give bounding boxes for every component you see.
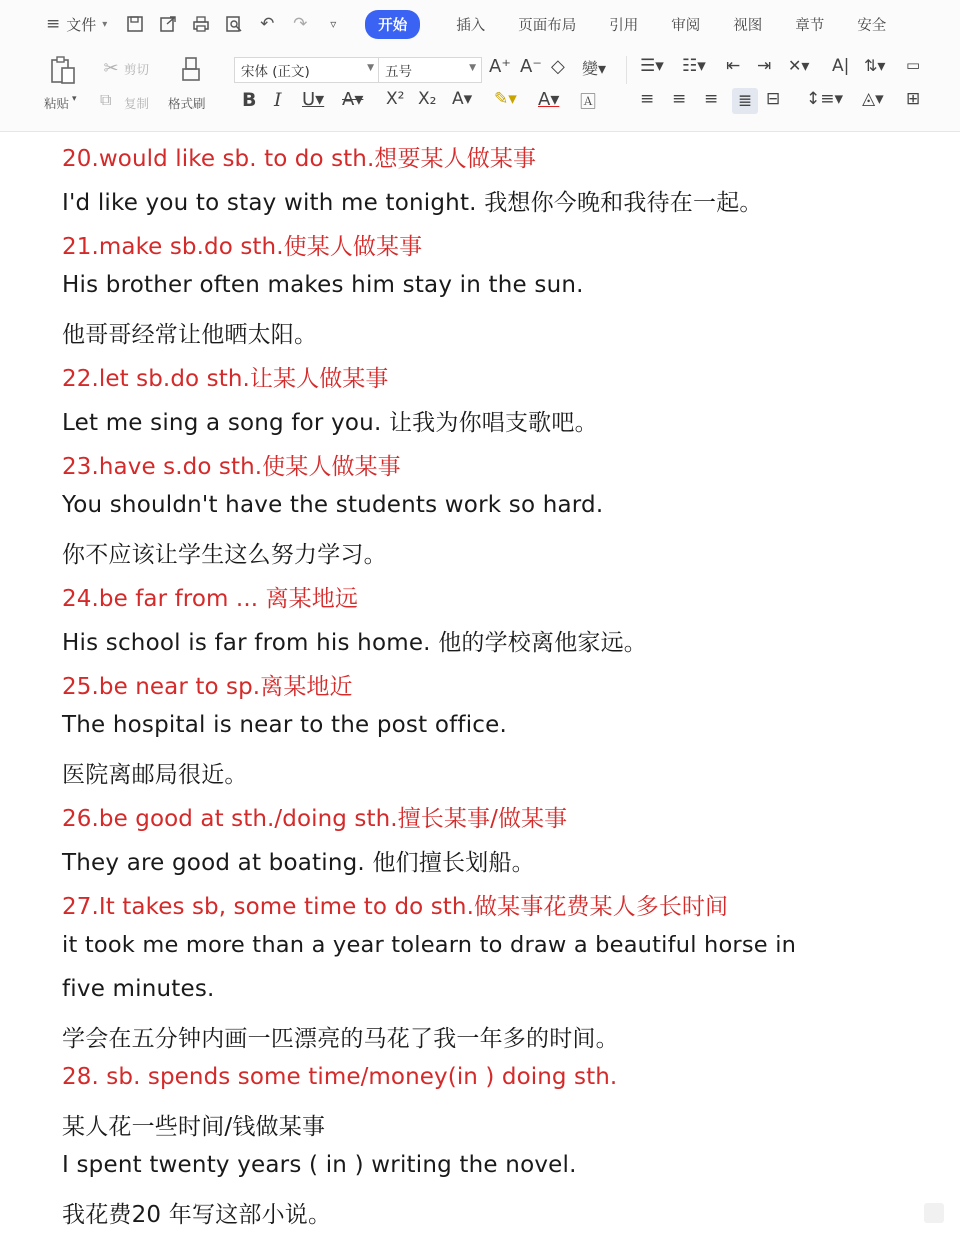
file-menu-label: 文件 — [66, 15, 97, 34]
print-icon[interactable] — [191, 14, 211, 34]
text-line: I'd like you to stay with me tonight. 我想你今晚和我待在一起。 — [62, 190, 763, 216]
shading-icon[interactable]: ◬▾ — [862, 89, 884, 109]
justify-icon[interactable]: ≣ — [732, 88, 758, 114]
text-line: 你不应该让学生这么努力学习。 — [62, 542, 387, 568]
customize-chevron-icon[interactable]: ▿ — [330, 17, 337, 31]
text-line: five minutes. — [62, 976, 215, 1002]
phonetic-guide-icon[interactable]: 變▾ — [582, 59, 607, 78]
numbered-list-icon[interactable]: ☷▾ — [682, 56, 706, 76]
export-icon[interactable] — [158, 14, 178, 34]
align-right-icon[interactable]: ≡ — [704, 89, 719, 109]
font-color-icon[interactable]: A▾ — [538, 89, 560, 110]
heading-line: 24.be far from ... 离某地远 — [62, 586, 358, 612]
font-name-select[interactable] — [234, 57, 380, 83]
chevron-down-icon[interactable]: ▾ — [72, 94, 77, 104]
chevron-down-icon: ▼ — [469, 63, 476, 73]
superscript-icon[interactable]: X² — [386, 89, 405, 109]
format-painter-icon[interactable] — [178, 54, 204, 86]
bold-icon[interactable]: B — [242, 89, 257, 111]
strikethrough-icon[interactable]: A▾ — [342, 89, 364, 110]
tab-insert[interactable]: 插入 — [456, 17, 486, 34]
chevron-down-icon: ▾ — [102, 18, 108, 30]
heading-line: 22.let sb.do sth.让某人做某事 — [62, 366, 389, 392]
show-marks-icon[interactable]: A| — [832, 56, 850, 76]
align-center-icon[interactable]: ≡ — [672, 89, 687, 109]
font-name-value: 宋体 (正文) — [241, 64, 310, 80]
text-line: They are good at boating. 他们擅长划船。 — [62, 850, 535, 876]
heading-line: 26.be good at sth./doing sth.擅长某事/做某事 — [62, 806, 568, 832]
subscript-icon[interactable]: X₂ — [418, 89, 437, 109]
toolbar-row-2 — [0, 88, 960, 118]
redo-icon[interactable]: ↷ — [293, 14, 308, 34]
increase-indent-icon[interactable]: ⇥ — [757, 56, 772, 76]
text-line: You shouldn't have the students work so hard. — [62, 492, 604, 518]
heading-line: 28. sb. spends some time/money(in ) doing sth. — [62, 1064, 618, 1090]
heading-line: 27.It takes sb, some time to do sth.做某事花费某人多长时间 — [62, 894, 729, 920]
shrink-font-icon[interactable]: A⁻ — [520, 56, 542, 77]
save-icon[interactable] — [125, 14, 145, 34]
text-line: 他哥哥经常让他晒太阳。 — [62, 322, 318, 348]
underline-icon[interactable]: U▾ — [302, 89, 325, 110]
ruler-icon[interactable]: ▭ — [906, 56, 921, 74]
copy-label[interactable]: 复制 — [124, 96, 150, 111]
copy-icon[interactable]: ⧉ — [100, 90, 112, 109]
character-border-icon[interactable]: 🄰 — [580, 92, 597, 111]
cut-icon[interactable]: ✂ — [103, 57, 119, 79]
text-line: 我花费20 年写这部小说。 — [62, 1202, 332, 1228]
quick-access-toolbar — [125, 14, 343, 34]
tab-page-layout[interactable]: 页面布局 — [518, 17, 577, 34]
tab-review[interactable]: 审阅 — [671, 17, 701, 34]
text-line: His school is far from his home. 他的学校离他家远。 — [62, 630, 647, 656]
highlight-icon[interactable]: ✎▾ — [494, 89, 517, 109]
tab-section[interactable]: 章节 — [795, 17, 825, 34]
font-size-select[interactable] — [378, 57, 482, 83]
file-menu[interactable] — [46, 14, 107, 35]
menu-bar — [0, 0, 960, 48]
grow-font-icon[interactable]: A⁺ — [489, 56, 511, 77]
format-painter-label[interactable]: 格式刷 — [168, 96, 206, 111]
ribbon — [0, 0, 960, 132]
text-line: 某人花一些时间/钱做某事 — [62, 1114, 326, 1140]
sort-icon[interactable]: ⇅▾ — [864, 56, 886, 75]
paste-label[interactable]: 粘贴 — [44, 96, 70, 111]
text-line: it took me more than a year tolearn to draw a beautiful horse in — [62, 932, 797, 958]
bullet-list-icon[interactable]: ☰▾ — [640, 56, 664, 76]
text-line: 医院离邮局很近。 — [62, 762, 248, 788]
tab-security[interactable]: 安全 — [857, 17, 887, 34]
clear-format-icon[interactable]: ◇ — [551, 56, 565, 77]
align-left-icon[interactable]: ≡ — [640, 89, 655, 109]
toolbar-row-1 — [0, 52, 960, 88]
text-line: Let me sing a song for you. 让我为你唱支歌吧。 — [62, 410, 598, 436]
text-line: His brother often makes him stay in the sun. — [62, 272, 584, 298]
chinese-layout-icon[interactable]: ✕▾ — [788, 56, 810, 75]
cut-label[interactable]: 剪切 — [124, 62, 150, 77]
divider — [626, 56, 627, 84]
font-size-value: 五号 — [385, 64, 412, 80]
distributed-align-icon[interactable]: ⊟ — [766, 89, 781, 109]
print-preview-icon[interactable] — [224, 14, 244, 34]
heading-line: 21.make sb.do sth.使某人做某事 — [62, 234, 423, 260]
tab-view[interactable]: 视图 — [733, 17, 763, 34]
heading-line: 23.have s.do sth.使某人做某事 — [62, 454, 401, 480]
scroll-handle[interactable] — [924, 1203, 944, 1223]
borders-icon[interactable]: ⊞ — [906, 89, 921, 109]
text-line: The hospital is near to the post office. — [62, 712, 507, 738]
heading-line: 20.would like sb. to do sth.想要某人做某事 — [62, 146, 537, 172]
italic-icon[interactable]: I — [274, 89, 282, 111]
paste-icon[interactable] — [48, 54, 78, 86]
text-effect-icon[interactable]: A▾ — [452, 89, 473, 109]
undo-icon[interactable]: ↶ — [260, 14, 275, 34]
text-line: I spent twenty years ( in ) writing the novel. — [62, 1152, 577, 1178]
tab-home[interactable]: 开始 — [365, 10, 420, 39]
chevron-down-icon: ▼ — [367, 63, 374, 73]
decrease-indent-icon[interactable]: ⇤ — [726, 56, 741, 76]
line-spacing-icon[interactable]: ↕≡▾ — [806, 89, 844, 109]
tab-references[interactable]: 引用 — [609, 17, 639, 34]
document-body[interactable] — [0, 132, 960, 1243]
heading-line: 25.be near to sp.离某地近 — [62, 674, 353, 700]
text-line: 学会在五分钟内画一匹漂亮的马花了我一年多的时间。 — [62, 1026, 619, 1052]
hamburger-icon: ≡ — [46, 14, 61, 34]
